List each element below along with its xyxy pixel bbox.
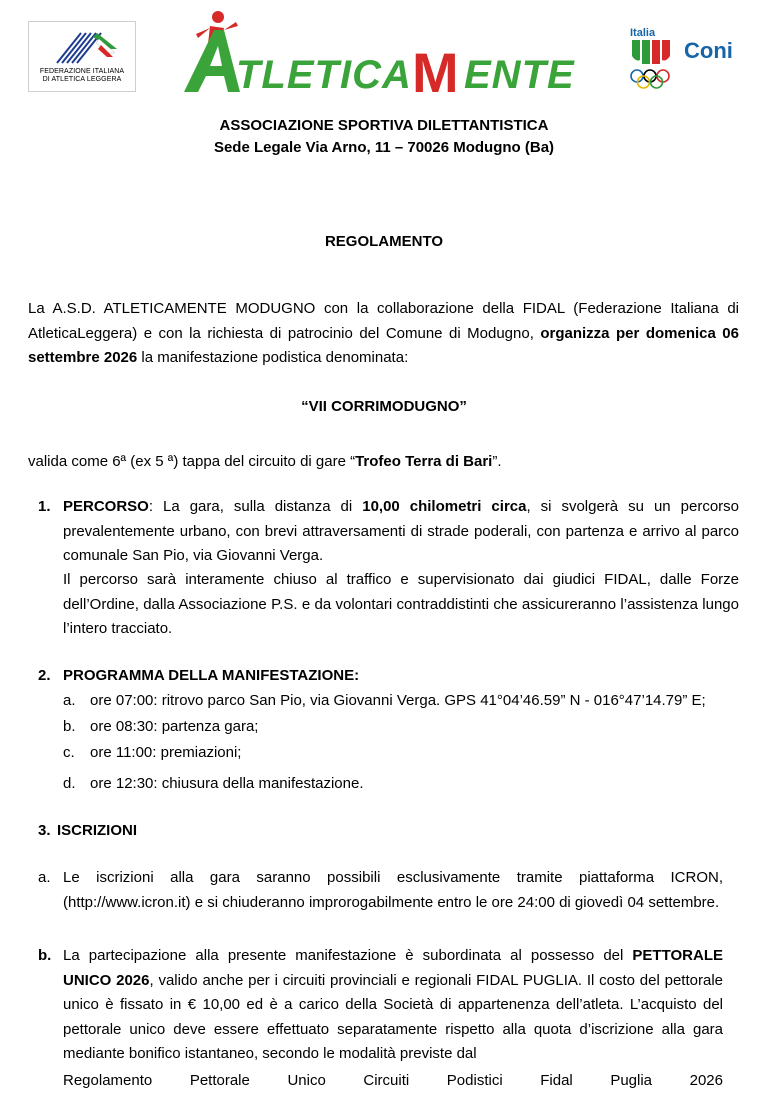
section1-text-a: : La gara, sulla distanza di [148, 498, 363, 515]
registration-b-word: Puglia [610, 1072, 653, 1089]
logo-text-part1: TLETICA [236, 53, 412, 96]
program-item-letter: b. [63, 718, 76, 735]
logo-text-part2: ENTE [464, 53, 575, 96]
org-name: ASSOCIAZIONE SPORTIVA DILETTANTISTICA [219, 117, 549, 134]
fidal-text-line1: FEDERAZIONE ITALIANA [39, 68, 125, 75]
registration-item-b [63, 944, 723, 1067]
fidal-emblem-icon [49, 29, 117, 65]
fidal-logo [28, 21, 136, 92]
coni-logo [628, 26, 758, 98]
circuit-text-1: valida come 6ª (ex 5 ª) tappa del circuito di gare “ [28, 453, 356, 470]
registration-b-word: Podistici [446, 1072, 503, 1089]
intro-text-1: La A.S.D. ATLETICAMENTE MODUGNO con la collaborazione della FIDAL (Federazione Italiana di AtleticaLeggera) e con la richiesta di patrocinio del Comune di Modugno, [28, 300, 739, 342]
section1-text-b: , si svolgerà su un percorso prevalentemente urbano, con brevi attraversamenti di strade poderali, con partenza e arrivo al parco comunale San Pio, via Giovanni Verga. [63, 498, 739, 564]
section1-paragraph-2: Il percorso sarà interamente chiuso al traffico e supervisionato dai giudici FIDAL, dalle Forze dell’Ordine, dalla Associazione P.S. e da volontari contraddistinti che assicureranno l’assistenza lungo l’intero tracciato. [63, 571, 739, 637]
section3-heading: ISCRIZIONI [57, 822, 138, 839]
program-item: ore 11:00: premiazioni; [90, 744, 242, 761]
registration-item-a: Le iscrizioni alla gara saranno possibili esclusivamente tramite piattaforma ICRON, (http://www.icron.it) e si chiuderanno improrogabilmente entro le ore 24:00 di giovedì 04 settembre. [63, 869, 723, 911]
intro-paragraph [28, 297, 739, 371]
section2-number: 2. [38, 667, 51, 684]
registration-item-letter: a. [38, 869, 51, 886]
registration-b-word: Regolamento [63, 1072, 153, 1089]
section1-number: 1. [38, 498, 51, 515]
intro-text-2: la manifestazione podistica denominata: [137, 349, 409, 366]
event-name: “VII CORRIMODUGNO” [301, 398, 467, 415]
program-item-letter: d. [63, 775, 76, 792]
registration-b-word: Unico [287, 1072, 326, 1089]
fidal-text-line2: DI ATLETICA LEGGERA [42, 76, 122, 83]
olympic-rings-icon [631, 70, 669, 88]
page-title: REGOLAMENTO [324, 233, 444, 250]
section1-paragraph [63, 495, 739, 569]
registration-b-word: Circuiti [363, 1072, 410, 1089]
circuit-paragraph [28, 450, 739, 475]
registration-b-word: Fidal [540, 1072, 573, 1089]
circuit-name: Trofeo Terra di Bari [355, 453, 493, 470]
registration-b-word: Pettorale [189, 1072, 250, 1089]
program-item-letter: a. [63, 692, 76, 709]
program-item: ore 12:30: chiusura della manifestazione. [90, 775, 364, 792]
registration-b-text-a: La partecipazione alla presente manifestazione è subordinata al possesso del [63, 947, 633, 964]
coni-label: Coni [684, 38, 733, 63]
section2-heading: PROGRAMMA DELLA MANIFESTAZIONE: [63, 667, 360, 684]
section1-distance: 10,00 chilometri circa [362, 498, 527, 515]
circuit-text-2: ”. [492, 453, 502, 470]
section3-number: 3. [38, 822, 51, 839]
program-item: ore 08:30: partenza gara; [90, 718, 259, 735]
org-address: Sede Legale Via Arno, 11 – 70026 Modugno (Ba) [213, 139, 555, 156]
intro-date: organizza per domenica 06 settembre 2026 [28, 324, 739, 366]
program-item-letter: c. [63, 744, 75, 761]
logo-letter-m: M [412, 41, 459, 96]
atleticamente-logo [180, 8, 590, 96]
registration-b-word: 2026 [689, 1072, 723, 1089]
coni-flag-icon [632, 40, 670, 64]
registration-item-letter: b. [38, 947, 52, 964]
registration-b-last-line [63, 1069, 723, 1094]
registration-b-text-b: , valido anche per i circuiti provinciali e regionali FIDAL PUGLIA. Il costo del pettorale unico è fissato in € 10,00 ed è a carico della Società di appartenenza dell’atleta. L’acquisto del pettorale unico deve essere effettuato separatamente rispetto alla quota d’iscrizione alla gara mediante bonifico istantaneo, secondo le modalità previste dal [63, 971, 723, 1062]
registration-b-bib: PETTORALE UNICO 2026 [63, 947, 723, 989]
program-item: ore 07:00: ritrovo parco San Pio, via Giovanni Verga. GPS 41°04’46.59” N - 016°47’14.79” E; [90, 692, 706, 709]
section1-heading: PERCORSO [63, 498, 149, 515]
coni-italia-label: Italia [630, 27, 656, 39]
